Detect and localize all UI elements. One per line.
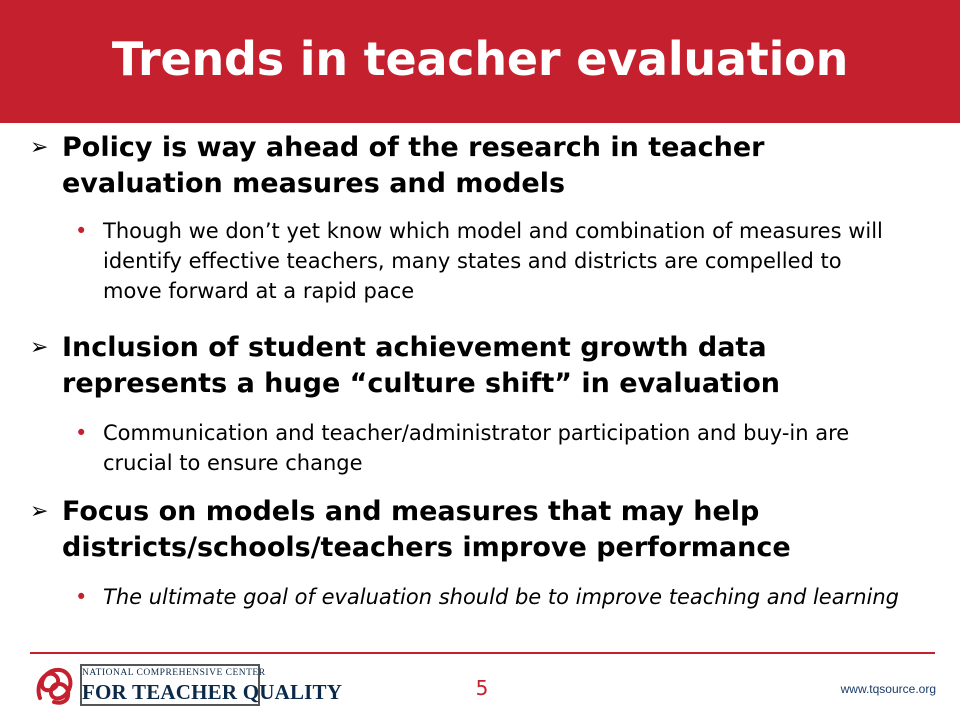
arrow-bullet-icon: ➢: [30, 335, 49, 360]
title-bar: [0, 0, 960, 123]
dot-bullet-icon: •: [75, 585, 88, 609]
bullet-1-text: Policy is way ahead of the research in teacher evaluation measures and models: [62, 132, 765, 199]
footer-divider: [30, 652, 935, 654]
page-number: 5: [475, 676, 489, 700]
knot-logo-icon: [32, 662, 78, 708]
sub-bullet-2-text: Communication and teacher/administrator participation and buy-in are crucial to ensure change: [103, 421, 850, 475]
bullet-2-text: Inclusion of student achievement growth data represents a huge “culture shift” in evaluation: [62, 332, 781, 399]
arrow-bullet-icon: ➢: [30, 135, 49, 160]
dot-bullet-icon: •: [75, 219, 88, 243]
ncctq-logo: [32, 662, 343, 708]
logo-line-1: NATIONAL COMPREHENSIVE CENTER: [82, 668, 266, 678]
logo-wordmark: [82, 668, 343, 705]
arrow-bullet-icon: ➢: [30, 499, 49, 524]
bullet-3-text: Focus on models and measures that may help districts/schools/teachers improve performance: [62, 496, 791, 563]
slide-title: Trends in teacher evaluation: [111, 32, 849, 86]
dot-bullet-icon: •: [75, 421, 88, 445]
sub-bullet-3-text: The ultimate goal of evaluation should be to improve teaching and learning: [103, 585, 900, 609]
sub-bullet-1-text: Though we don’t yet know which model and combination of measures will identify effective teachers, many states and districts are compelled to move forward at a rapid pace: [103, 219, 883, 303]
website-link[interactable]: www.tqsource.org: [840, 682, 936, 696]
logo-line-2: FOR TEACHER QUALITY: [82, 680, 343, 704]
